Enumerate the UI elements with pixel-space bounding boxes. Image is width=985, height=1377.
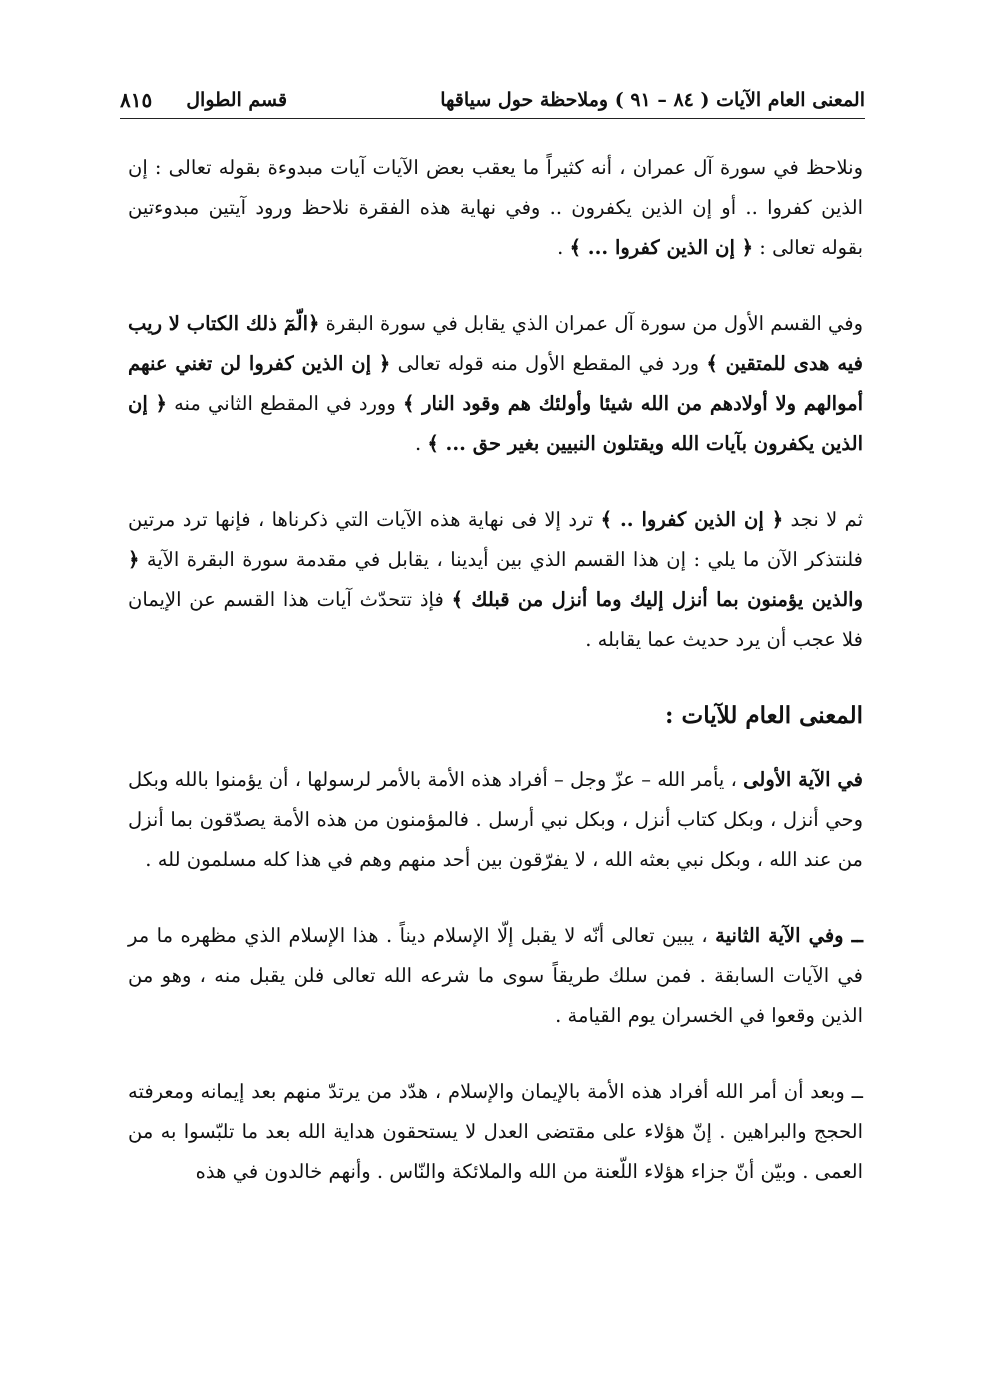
paragraph-5 [128, 916, 863, 1036]
header-section: قسم الطوال [186, 89, 288, 111]
paragraph-6 [128, 1072, 863, 1192]
running-header [120, 84, 865, 116]
quran-quote: ﴿ إن الذين يكفرون بآيات الله ويقتلون النبيين بغير حق ... ﴾ [128, 392, 863, 455]
paragraph-lead: في الآية الأولى [743, 768, 863, 791]
paragraph-text: وورد في المقطع الثاني منه [174, 392, 396, 415]
paragraph-text: ترد إلا فى نهاية هذه الآيات التي ذكرناها ، فإنها ترد مرتين فلنتذكر الآن ما يلي : إن هذا القسم الذي بين أيدينا ، يقابل في مقدمة سورة البقرة الآية [128, 508, 863, 571]
paragraph-3 [128, 500, 863, 660]
quran-quote: ﴿ إن الذين كفروا .. ﴾ [600, 508, 784, 531]
paragraph-2 [128, 304, 863, 464]
paragraph-text: ، يبين تعالى أنّه لا يقبل إلّا الإسلام ديناً . هذا الإسلام الذي مظهره ما مر في الآيات السابقة . فمن سلك طريقاً سوى ما شرعه الله تعالى فلن يقبل منه ، وهو من الذين وقعوا في الخسران يوم القيامة . [128, 924, 863, 1027]
quran-quote: ﴿الّمٓ ذلك الكتاب لا ريب فيه هدى للمتقين ﴾ [128, 312, 863, 375]
quran-quote: ﴿ والذين يؤمنون بما أنزل إليك وما أنزل من قبلك ﴾ [128, 548, 863, 611]
paragraph-end: . [557, 236, 564, 259]
paragraph-text: ثم لا نجد [790, 508, 864, 531]
page-number: ٨١٥ [120, 88, 153, 112]
paragraph-lead: ــ وفي الآية الثانية [715, 924, 863, 947]
header-divider [120, 118, 865, 119]
paragraph-text: ورد في المقطع الأول منه قوله تعالى [397, 352, 700, 375]
header-meta [120, 88, 287, 112]
paragraph-text: ، يأمر الله – عزّ وجل – أفراد هذه الأمة بالأمر لرسولها ، أن يؤمنوا بالله وبكل وحي أنزل ، وبكل كتاب أنزل ، وبكل نبي أرسل . فالمؤمنون من هذه الأمة يصدّقون بما أنزل من عند الله ، وبكل نبي بعثه الله ، لا يفرّقون بين أحد منهم وهم في هذا كله مسلمون لله . [128, 768, 863, 871]
section-heading: المعنى العام للآيات : [665, 702, 863, 729]
paragraph-end: . [414, 432, 422, 455]
quran-quote: ﴿ إن الذين كفروا لن تغني عنهم أموالهم ولا أولادهم من الله شيئا وأولئك هم وقود النار ﴾ [128, 352, 864, 415]
paragraph-text: فإذ تتحدّث آيات هذا القسم عن الإيمان فلا عجب أن يرد حديث عما يقابله . [128, 588, 863, 651]
body-text [128, 148, 863, 1228]
paragraph-text: ونلاحظ في سورة آل عمران ، أنه كثيراً ما يعقب بعض الآيات آيات مبدوءة بقوله تعالى : إن الذين كفروا .. أو إن الذين يكفرون .. وفي نهاية هذه الفقرة نلاحظ ورود آيتين مبدوءتين بقوله تعالى : [128, 156, 863, 259]
quran-quote: ﴿ إن الذين كفروا ... ﴾ [569, 236, 754, 259]
header-title: المعنى العام الآيات ( ٨٤ – ٩١ ) وملاحظة حول سياقها [440, 89, 865, 111]
paragraph-4 [128, 760, 863, 880]
paragraph-text: وفي القسم الأول من سورة آل عمران الذي يقابل في سورة البقرة [325, 312, 864, 335]
paragraph-1 [128, 148, 863, 268]
paragraph-text: ــ وبعد أن أمر الله أفراد هذه الأمة بالإيمان والإسلام ، هدّد من يرتدّ منهم بعد إيمانه ومعرفته الحجج والبراهين . إنّ هؤلاء على مقتضى العدل لا يستحقون هداية الله بعد ما تلبّسوا به من العمى . وبيّن أنّ جزاء هؤلاء اللّعنة من الله والملائكة والنّاس . وأنهم خالدون في هذه [128, 1080, 863, 1183]
